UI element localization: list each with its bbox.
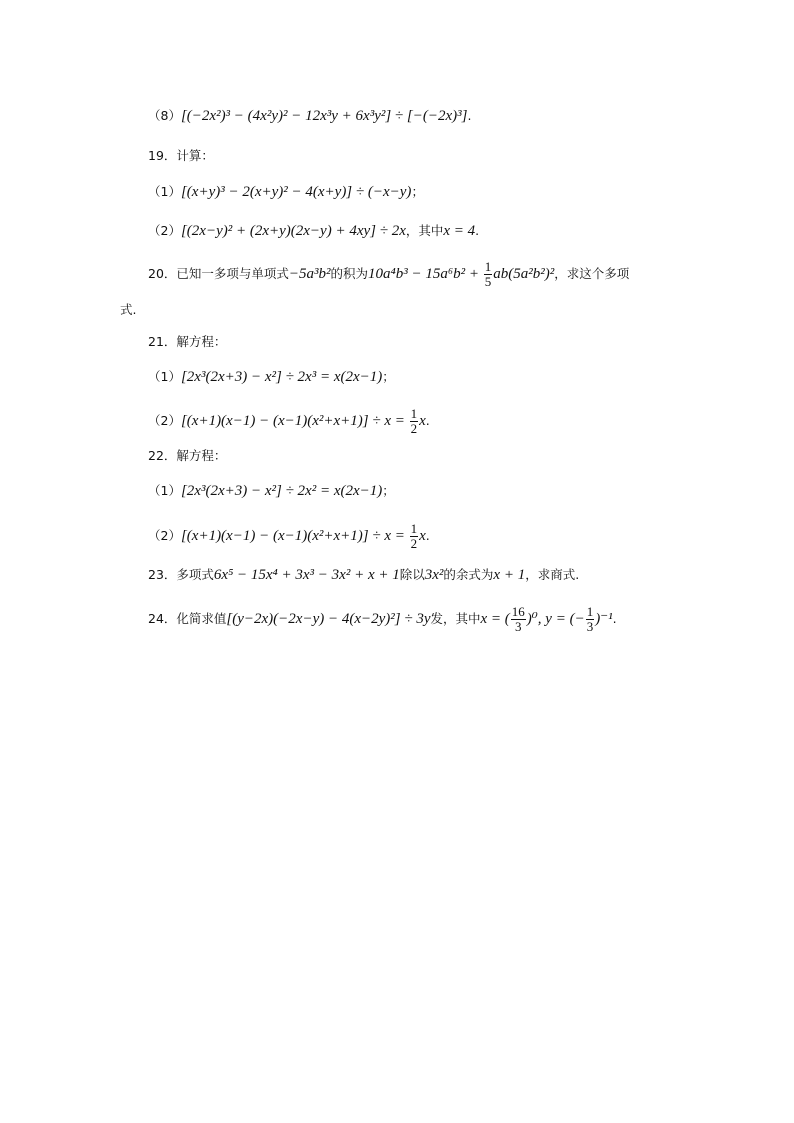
question-text: 发，其中 <box>430 611 481 626</box>
condition-expression: x = 4 <box>443 223 476 239</box>
item-number: （1） <box>148 369 181 384</box>
q22-part1 <box>148 481 395 501</box>
q19-part1 <box>148 182 424 202</box>
question-text: 除以 <box>399 567 425 582</box>
fraction-numerator: 16 <box>511 604 525 619</box>
end-punct: . <box>467 108 472 123</box>
question-title: 21．解方程： <box>148 334 227 349</box>
q20-line2 <box>120 300 136 320</box>
q21-part2 <box>148 407 430 436</box>
question-text: 式. <box>120 302 137 317</box>
q24-line <box>148 605 617 634</box>
fraction <box>410 407 419 436</box>
fraction-denominator: 2 <box>410 536 418 551</box>
end-punct: . <box>612 611 617 626</box>
end-punct: ； <box>411 184 424 199</box>
math-expression: [(x+1)(x−1) − (x−1)(x²+x+1)] ÷ x = <box>180 413 409 429</box>
question-title: 22．解方程： <box>148 448 227 463</box>
q8-line <box>148 106 471 126</box>
math-expression: [(x+1)(x−1) − (x−1)(x²+x+1)] ÷ x = <box>180 528 409 544</box>
end-punct: . <box>425 528 430 543</box>
question-text: 24．化简求值 <box>148 611 227 626</box>
question-title: 19．计算： <box>148 148 214 163</box>
condition-label: ，其中 <box>405 223 444 238</box>
item-number: （1） <box>148 184 181 199</box>
q20-line1 <box>148 260 629 289</box>
fraction-denominator: 3 <box>586 619 594 634</box>
condition-y-tail: )⁻¹ <box>595 611 613 627</box>
end-punct: . <box>475 223 480 238</box>
item-number: （2） <box>148 528 181 543</box>
condition-x-tail: )⁰, y = (− <box>526 611 585 627</box>
fraction-denominator: 5 <box>484 274 492 289</box>
math-expression: [(y−2x)(−2x−y) − 4(x−2y)²] ÷ 3y <box>226 611 431 627</box>
divisor: 3x² <box>424 567 444 583</box>
item-number: （1） <box>148 483 181 498</box>
end-punct: ； <box>382 369 395 384</box>
end-punct: . <box>425 413 430 428</box>
fraction-numerator: 1 <box>410 521 418 536</box>
q19-part2 <box>148 221 479 241</box>
q23-line <box>148 565 579 585</box>
math-expression: [(2x−y)² + (2x+y)(2x−y) + 4xy] ÷ 2x <box>180 223 406 239</box>
math-expression-tail: ab(5a²b²)² <box>493 266 555 282</box>
math-expression: [(−2x²)³ − (4x²y)² − 12x³y + 6x³y²] ÷ [−(−2x)³] <box>180 108 468 124</box>
q22-title <box>148 446 226 466</box>
fraction <box>410 522 419 551</box>
fraction-denominator: 3 <box>515 619 522 634</box>
item-number: （8） <box>148 108 181 123</box>
math-expression-tail: x <box>419 528 426 544</box>
math-expression: [2x³(2x+3) − x²] ÷ 2x² = x(2x−1) <box>180 483 383 499</box>
question-text: ，求商式. <box>525 567 580 582</box>
q21-title <box>148 332 226 352</box>
question-text: ，求这个多项 <box>554 266 630 281</box>
q22-part2 <box>148 522 430 551</box>
fraction-numerator: 1 <box>484 259 492 274</box>
question-text: 20．已知一多项与单项式 <box>148 266 289 281</box>
question-text: 的积为 <box>330 266 369 281</box>
question-text: 的余式为 <box>443 567 494 582</box>
condition-x: x = ( <box>480 611 510 627</box>
math-expression-tail: x <box>419 413 426 429</box>
remainder: x + 1 <box>493 567 526 583</box>
polynomial: 6x⁵ − 15x⁴ + 3x³ − 3x² + x + 1 <box>213 567 400 583</box>
fraction-numerator: 1 <box>410 406 418 421</box>
item-number: （2） <box>148 223 181 238</box>
end-punct: ； <box>382 483 395 498</box>
fraction-denominator: 2 <box>410 421 418 436</box>
q19-title <box>148 146 214 166</box>
fraction <box>586 605 595 634</box>
math-expression: [(x+y)³ − 2(x+y)² − 4(x+y)] ÷ (−x−y) <box>180 184 412 200</box>
fraction-numerator: 1 <box>586 604 594 619</box>
item-number: （2） <box>148 413 181 428</box>
math-expression: 10a⁴b³ − 15a⁶b² + <box>368 266 483 282</box>
math-expression: [2x³(2x+3) − x²] ÷ 2x³ = x(2x−1) <box>180 369 383 385</box>
fraction <box>511 605 526 634</box>
question-text: 23．多项式 <box>148 567 214 582</box>
monomial: −5a³b² <box>288 266 331 282</box>
q21-part1 <box>148 367 395 387</box>
fraction <box>484 260 493 289</box>
